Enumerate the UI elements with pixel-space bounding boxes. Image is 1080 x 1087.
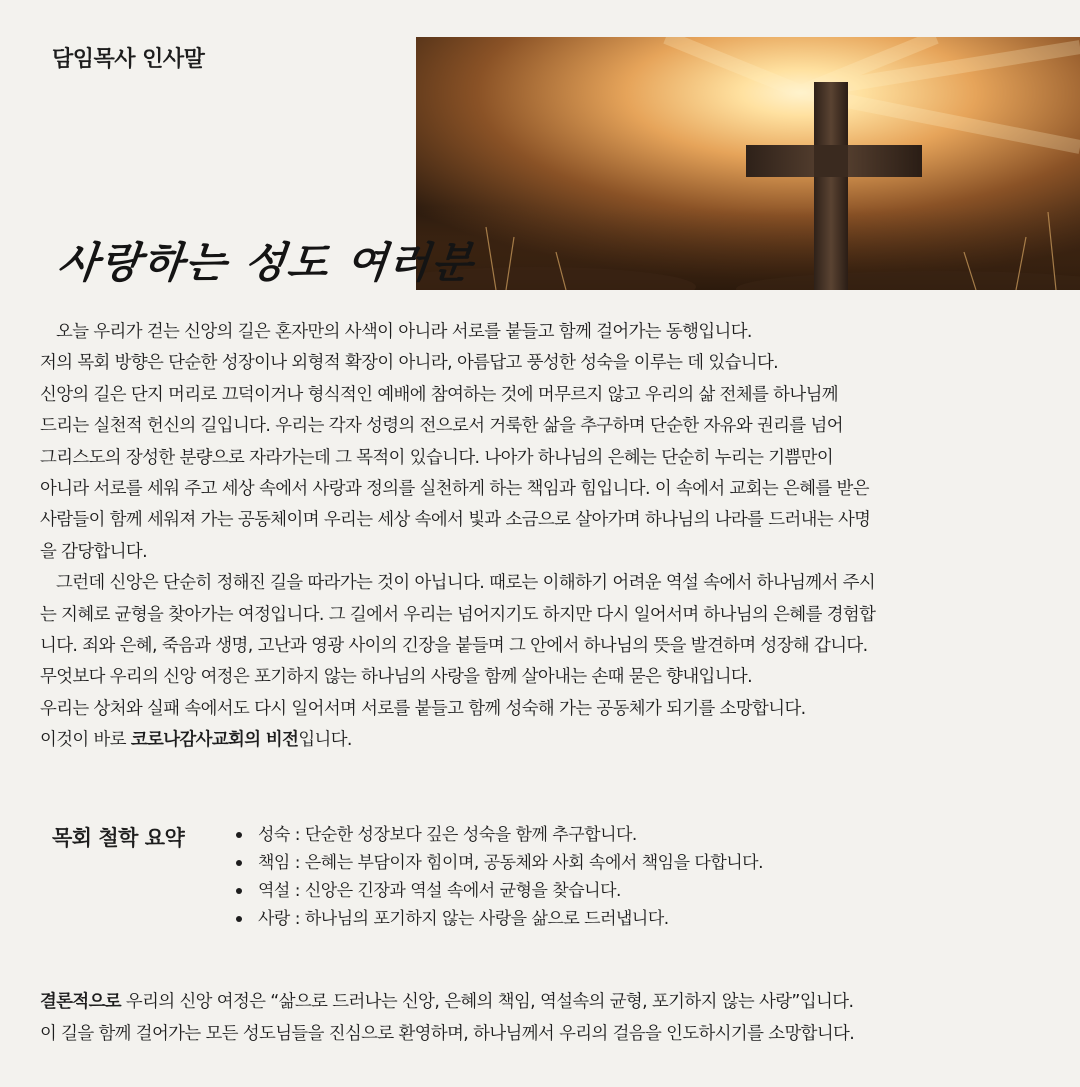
summary-list xyxy=(234,821,763,933)
section-title: 담임목사 인사말 xyxy=(52,47,205,72)
body-line: 오늘 우리가 걷는 신앙의 길은 혼자만의 사색이 아니라 서로를 붙들고 함께 걸어가는 동행입니다. xyxy=(56,322,752,342)
body-line: 을 감당합니다. xyxy=(40,541,148,562)
cross-sunset-illustration xyxy=(416,37,1080,290)
summary-item: 역설 : 신앙은 긴장과 역설 속에서 균형을 찾습니다. xyxy=(234,877,763,905)
hero-image xyxy=(416,37,1080,290)
body-line: 그리스도의 장성한 분량으로 자라가는데 그 목적이 있습니다. 나아가 하나님의 은혜는 단순히 누리는 기쁨만이 xyxy=(40,447,834,468)
body-line: 우리는 상처와 실패 속에서도 다시 일어서며 서로를 붙들고 함께 성숙해 가는 공동체가 되기를 소망합니다. xyxy=(40,698,806,719)
vision-line xyxy=(40,725,1050,756)
conclusion-lead: 결론적으로 xyxy=(40,992,121,1012)
conclusion xyxy=(40,986,1060,1050)
vision-suffix: 입니다. xyxy=(298,730,352,751)
body-line: 그런데 신앙은 단순히 정해진 길을 따라가는 것이 아닙니다. 때로는 이해하기 어려운 역설 속에서 하나님께서 주시 xyxy=(56,573,876,594)
body-line: 무엇보다 우리의 신앙 여정은 포기하지 않는 하나님의 사랑을 함께 살아내는 손때 묻은 향내입니다. xyxy=(40,667,753,688)
vision-prefix: 이것이 바로 xyxy=(40,730,131,751)
body-line: 니다. 죄와 은혜, 죽음과 생명, 고난과 영광 사이의 긴장을 붙들며 그 안에서 하나님의 뜻을 발견하며 성장해 갑니다. xyxy=(40,636,868,657)
body-line: 아니라 서로를 세워 주고 세상 속에서 사랑과 정의를 실천하게 하는 책임과 힘입니다. 이 속에서 교회는 은혜를 받은 xyxy=(40,479,869,500)
body-line: 드리는 실천적 헌신의 길입니다. 우리는 각자 성령의 전으로서 거룩한 삶을 추구하며 단순한 자유와 권리를 넘어 xyxy=(40,416,843,437)
body-line: 신앙의 길은 단지 머리로 끄덕이거나 형식적인 예배에 참여하는 것에 머무르지 않고 우리의 삶 전체를 하나님께 xyxy=(40,384,838,405)
vision-church-name: 코로나감사교회의 비전 xyxy=(130,730,299,751)
summary-title: 목회 철학 요약 xyxy=(52,826,185,850)
greeting-heading: 사랑하는 성도 여러분 xyxy=(55,238,477,287)
body-line: 저의 목회 방향은 단순한 성장이나 외형적 확장이 아니라, 아름답고 풍성한 성숙을 이루는 데 있습니다. xyxy=(40,353,779,374)
summary-item: 책임 : 은혜는 부담이자 힘이며, 공동체와 사회 속에서 책임을 다합니다. xyxy=(234,849,763,877)
conclusion-text: 우리의 신앙 여정은 “삶으로 드러나는 신앙, 은혜의 책임, 역설속의 균형, 포기하지 않는 사랑”입니다. xyxy=(121,992,854,1012)
conclusion-line: 이 길을 함께 걸어가는 모든 성도님들을 진심으로 환영하며, 하나님께서 우리의 걸음을 인도하시기를 소망합니다. xyxy=(40,1024,855,1044)
body-line: 사람들이 함께 세워져 가는 공동체이며 우리는 세상 속에서 빛과 소금으로 살아가며 하나님의 나라를 드러내는 사명 xyxy=(40,510,871,531)
body-line: 는 지혜로 균형을 찾아가는 여정입니다. 그 길에서 우리는 넘어지기도 하지만 다시 일어서며 하나님의 은혜를 경험합 xyxy=(40,604,876,625)
summary-item: 사랑 : 하나님의 포기하지 않는 사랑을 삶으로 드러냅니다. xyxy=(234,905,763,933)
message-body xyxy=(40,317,1050,757)
summary-item: 성숙 : 단순한 성장보다 깊은 성숙을 함께 추구합니다. xyxy=(234,821,763,849)
conclusion-line xyxy=(40,986,1060,1018)
